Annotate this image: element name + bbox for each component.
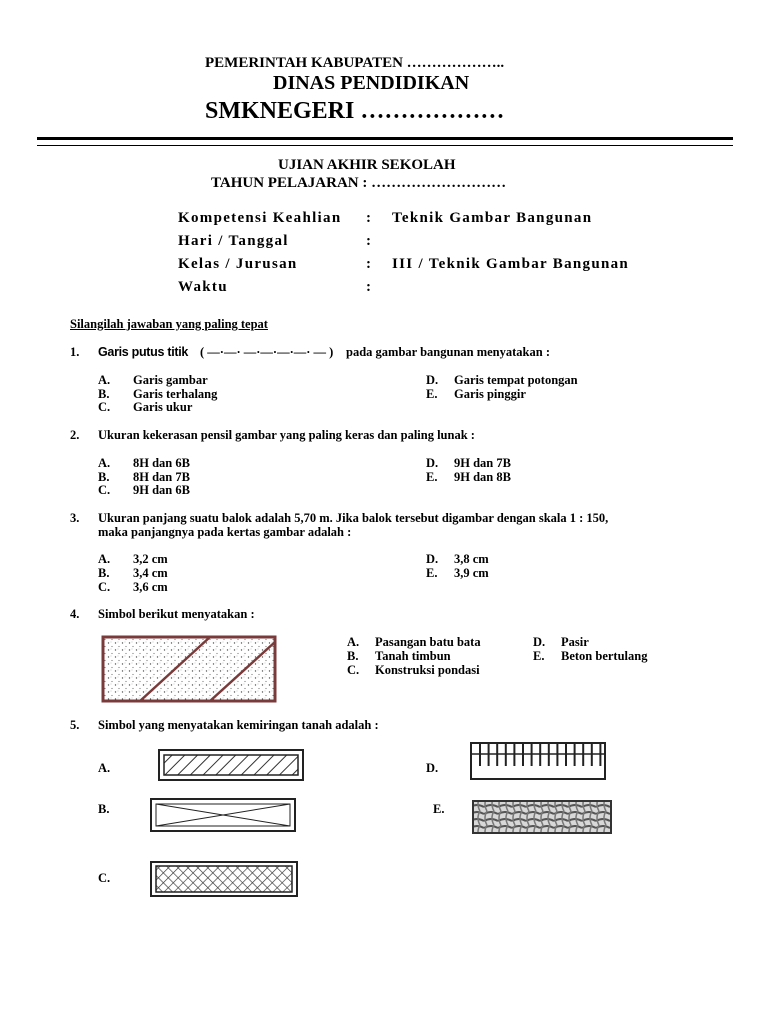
info-label: Waktu [178,279,228,295]
option-key[interactable]: B. [98,802,110,816]
option-key[interactable]: E. [426,470,438,484]
crosshatch-symbol[interactable] [148,858,300,900]
option-text[interactable]: 9H dan 6B [133,483,190,497]
header-school: SMKNEGERI ……………… [205,98,505,124]
diagonal-hatch-symbol[interactable] [156,745,306,785]
option-text[interactable]: 9H dan 7B [454,456,511,470]
option-text[interactable]: 3,2 cm [133,552,168,566]
option-text[interactable]: 9H dan 8B [454,470,511,484]
crossed-box-symbol[interactable] [148,795,298,835]
option-key[interactable]: C. [347,663,360,677]
question-text: Ukuran panjang suatu balok adalah 5,70 m. Jika balok tersebut digambar dengan skala 1 : 150, [98,511,609,525]
option-key[interactable]: E. [426,387,438,401]
option-key[interactable]: C. [98,580,111,594]
option-text[interactable]: Konstruksi pondasi [375,663,480,677]
header-rule-thick [37,137,733,140]
header-government: PEMERINTAH KABUPATEN ……………….. [205,55,505,71]
option-text[interactable]: 8H dan 7B [133,470,190,484]
info-separator: : [366,210,373,226]
option-text[interactable]: Garis tempat potongan [454,373,578,387]
option-key[interactable]: E. [433,802,445,816]
option-text[interactable]: Garis ukur [133,400,193,414]
question-number: 1. [70,345,80,359]
vertical-ticks-symbol[interactable] [468,740,608,784]
option-text[interactable]: Garis terhalang [133,387,218,401]
info-value: Teknik Gambar Bangunan [392,210,593,226]
question-text: pada gambar bangunan menyatakan : [346,345,550,359]
question-number: 4. [70,607,80,621]
option-key[interactable]: A. [347,635,360,649]
question-text: Simbol yang menyatakan kemiringan tanah adalah : [98,718,379,732]
option-text[interactable]: Tanah timbun [375,649,451,663]
woven-hatch-symbol[interactable] [470,797,614,837]
option-text[interactable]: 3,4 cm [133,566,168,580]
instruction: Silangilah jawaban yang paling tepat [70,317,268,331]
info-label: Hari / Tanggal [178,233,289,249]
option-key[interactable]: A. [98,552,111,566]
option-key[interactable]: C. [98,400,111,414]
info-label: Kompetensi Keahlian [178,210,342,226]
option-key[interactable]: D. [426,373,439,387]
header-department: DINAS PENDIDIKAN [273,72,470,94]
question-text-continued: maka panjangnya pada kertas gambar adalah : [98,525,352,539]
option-key[interactable]: D. [426,456,439,470]
question-text: Ukuran kekerasan pensil gambar yang paling keras dan paling lunak : [98,428,475,442]
option-key[interactable]: B. [347,649,359,663]
option-key[interactable]: A. [98,373,111,387]
option-text[interactable]: 8H dan 6B [133,456,190,470]
option-text[interactable]: Beton bertulang [561,649,648,663]
option-key[interactable]: A. [98,761,111,775]
option-key[interactable]: C. [98,871,111,885]
option-key[interactable]: D. [533,635,546,649]
exam-year: TAHUN PELAJARAN : ……………………… [211,175,507,191]
question-text: Simbol berikut menyatakan : [98,607,255,621]
option-text[interactable]: Pasir [561,635,589,649]
header-rule-thin [37,145,733,146]
info-separator: : [366,233,373,249]
info-label: Kelas / Jurusan [178,256,298,272]
option-key[interactable]: B. [98,566,110,580]
option-key[interactable]: C. [98,483,111,497]
exam-title: UJIAN AKHIR SEKOLAH [278,157,456,173]
option-key[interactable]: A. [98,456,111,470]
option-text[interactable]: Garis pinggir [454,387,526,401]
question-number: 5. [70,718,80,732]
option-key[interactable]: D. [426,552,439,566]
info-separator: : [366,279,373,295]
question-number: 2. [70,428,80,442]
question-number: 3. [70,511,80,525]
option-key[interactable]: B. [98,470,110,484]
option-text[interactable]: 3,9 cm [454,566,489,580]
question-text: Garis putus titik [98,345,189,359]
sand-hatch-symbol [100,634,278,704]
option-key[interactable]: D. [426,761,439,775]
option-text[interactable]: Pasangan batu bata [375,635,481,649]
option-text[interactable]: 3,6 cm [133,580,168,594]
option-key[interactable]: E. [533,649,545,663]
option-key[interactable]: B. [98,387,110,401]
dash-dot-line-symbol: ( —·—· —·—·—·—· — ) [200,345,334,359]
info-separator: : [366,256,373,272]
option-text[interactable]: Garis gambar [133,373,208,387]
option-key[interactable]: E. [426,566,438,580]
info-value: III / Teknik Gambar Bangunan [392,256,630,272]
option-text[interactable]: 3,8 cm [454,552,489,566]
